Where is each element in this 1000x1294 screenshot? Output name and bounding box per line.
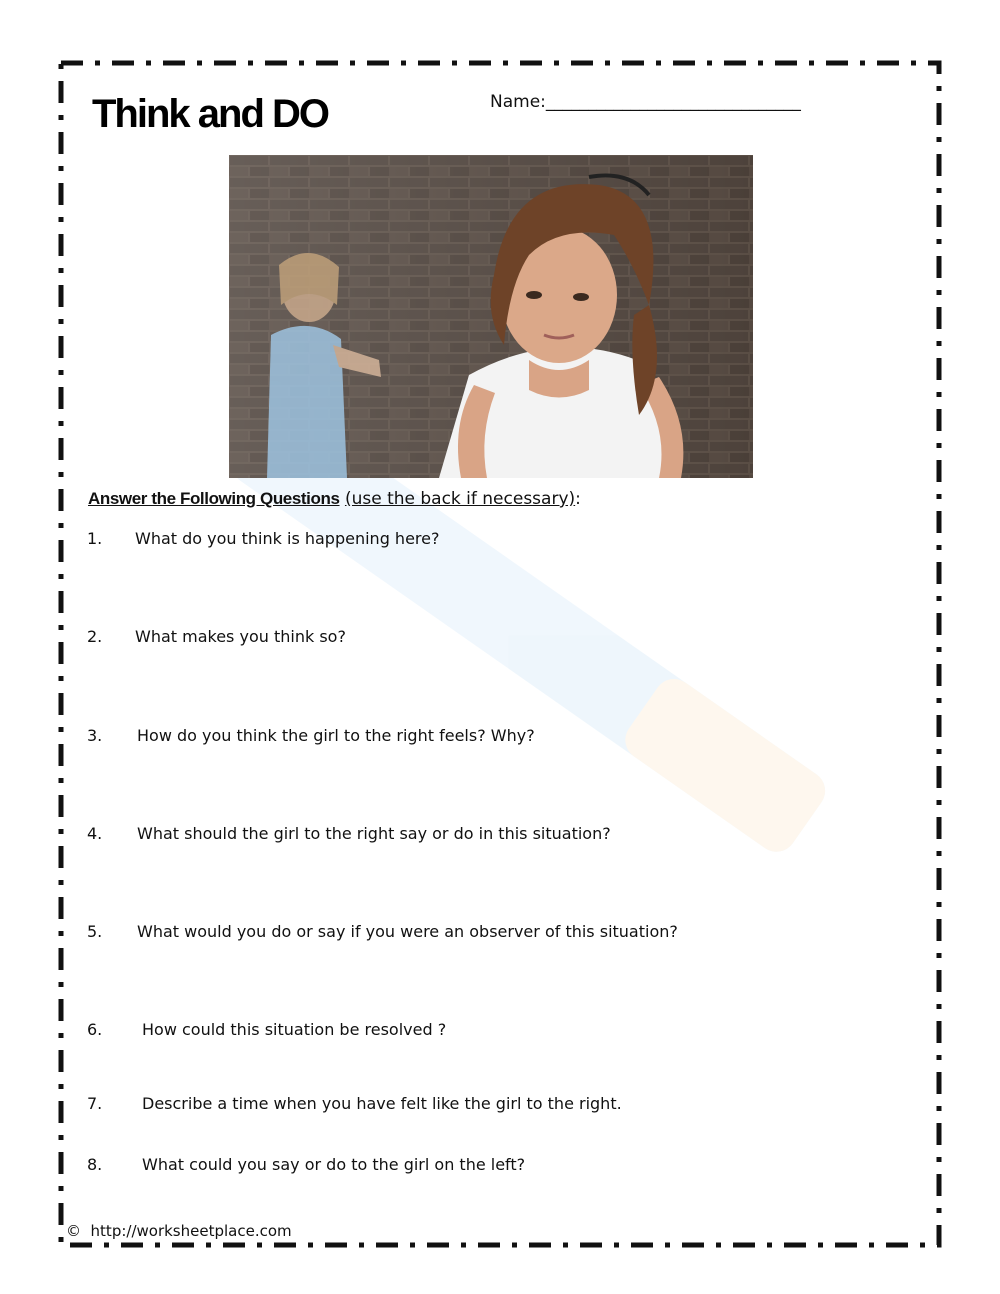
- question-7: [87, 1094, 622, 1113]
- question-8: [87, 1155, 525, 1174]
- question-6: [87, 1020, 446, 1039]
- question-number: 2.: [87, 627, 103, 646]
- question-text: What would you do or say if you were an observer of this situation?: [137, 922, 678, 941]
- question-text: What makes you think so?: [135, 627, 346, 646]
- name-label: Name:: [490, 92, 546, 112]
- question-text: Describe a time when you have felt like the girl to the right.: [142, 1094, 622, 1113]
- questions-heading-colon: :: [575, 489, 581, 509]
- question-text: What should the girl to the right say or do in this situation?: [137, 824, 611, 843]
- name-field[interactable]: [490, 92, 801, 112]
- question-4: [87, 824, 611, 843]
- question-1: [87, 529, 439, 548]
- question-3: [87, 726, 535, 745]
- copyright-symbol: ©: [66, 1222, 81, 1240]
- questions-heading: [88, 489, 581, 509]
- question-text: What do you think is happening here?: [135, 529, 440, 548]
- footer-url-link[interactable]: http://worksheetplace.com: [90, 1222, 292, 1240]
- question-number: 4.: [87, 824, 103, 843]
- question-number: 3.: [87, 726, 103, 745]
- question-number: 6.: [87, 1020, 103, 1039]
- name-blank: ______________________________: [545, 92, 801, 112]
- page-title: Think and DO: [92, 92, 328, 136]
- question-number: 1.: [87, 529, 103, 548]
- question-number: 5.: [87, 922, 103, 941]
- question-number: 8.: [87, 1155, 103, 1174]
- footer-credit: [66, 1222, 292, 1240]
- bullying-photo: [229, 155, 753, 478]
- question-5: [87, 922, 678, 941]
- questions-heading-note: (use the back if necessary): [344, 489, 576, 509]
- question-text: How could this situation be resolved ?: [142, 1020, 447, 1039]
- question-text: What could you say or do to the girl on the left?: [142, 1155, 526, 1174]
- questions-heading-title: Answer the Following Questions: [88, 489, 340, 508]
- question-text: How do you think the girl to the right feels? Why?: [137, 726, 535, 745]
- question-number: 7.: [87, 1094, 103, 1113]
- question-2: [87, 627, 346, 646]
